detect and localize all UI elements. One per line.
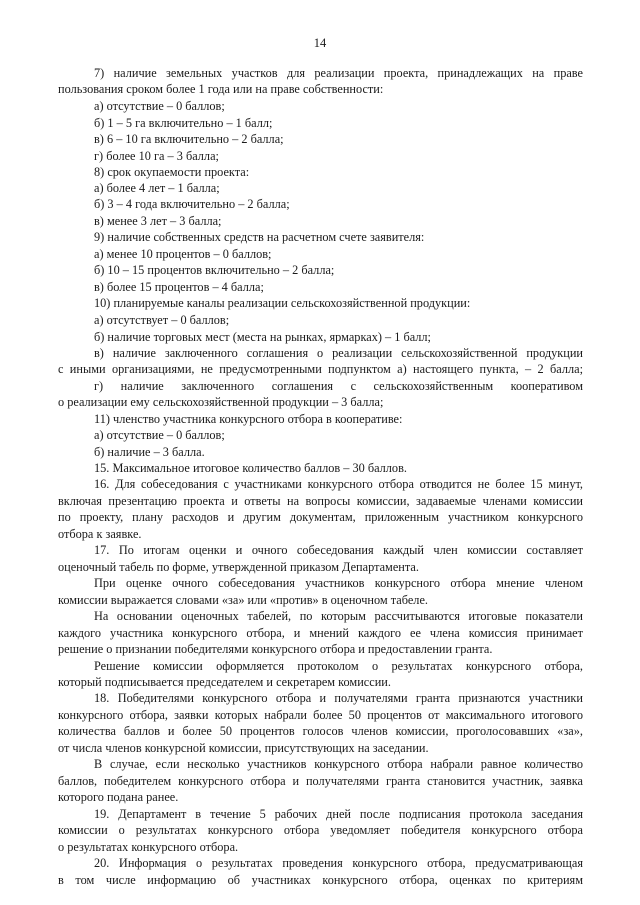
text-line: 16. Для собеседования с участниками конкурсного отбора отводится не более 15 минут,: [94, 477, 583, 491]
text-line: о результатах конкурсного отбора.: [58, 840, 239, 854]
text-line: в) 6 – 10 га включительно – 2 балла;: [94, 132, 284, 146]
text-line: 10) планируемые каналы реализации сельскохозяйственной продукции:: [94, 296, 471, 310]
text-line: а) более 4 лет – 1 балла;: [94, 181, 220, 195]
text-line: отбора к заявке.: [58, 527, 142, 541]
text-line: конкурсного отбора, заявки которых набрали более 50 процентов от максимального итогового: [58, 708, 583, 722]
text-line: а) отсутствие – 0 баллов;: [94, 428, 225, 442]
text-line: Решение комиссии оформляется протоколом о результатах конкурсного отбора,: [94, 659, 583, 673]
text-line: пользования сроком более 1 года или на праве собственности:: [58, 82, 384, 96]
text-line: оценочный табель по форме, утвержденной приказом Департамента.: [58, 560, 419, 574]
text-line: а) менее 10 процентов – 0 баллов;: [94, 247, 272, 261]
text-line: б) наличие – 3 балла.: [94, 445, 205, 459]
text-line: 18. Победителями конкурсного отбора и получателями гранта признаются участники: [94, 691, 583, 705]
text-line: 7) наличие земельных участков для реализации проекта, принадлежащих на праве: [94, 66, 583, 80]
text-line: который подписывается председателем и секретарем комиссии.: [58, 675, 391, 689]
text-line: от числа членов конкурсной комиссии, присутствующих на заседании.: [58, 741, 429, 755]
text-line: включая презентацию проекта и ответы на вопросы комиссии, задаваемые членами комиссии: [58, 494, 583, 508]
text-line: г) более 10 га – 3 балла;: [94, 149, 219, 163]
text-line: баллов, победителем конкурсного отбора и получателями гранта становится участник, заявка: [58, 774, 583, 788]
text-line: решение о признании победителями конкурсного отбора и предоставлении гранта.: [58, 642, 493, 656]
text-line: которого подана ранее.: [58, 790, 179, 804]
text-line: В случае, если несколько участников конкурсного отбора набрали равное количество: [94, 757, 583, 771]
text-line: комиссии о результатах конкурсного отбора уведомляет победителя конкурсного отбора: [58, 823, 583, 837]
text-line: 19. Департамент в течение 5 рабочих дней после подписания протокола заседания: [94, 807, 583, 821]
text-line: по проекту, плану расходов и другим документам, приложенным участником конкурсного: [58, 510, 583, 524]
text-line: в) менее 3 лет – 3 балла;: [94, 214, 222, 228]
text-line: 20. Информация о результатах проведения конкурсного отбора, предусматривающая: [94, 856, 583, 870]
text-line: б) 3 – 4 года включительно – 2 балла;: [94, 197, 290, 211]
text-line: 9) наличие собственных средств на расчетном счете заявителя:: [94, 230, 425, 244]
text-line: б) наличие торговых мест (места на рынках, ярмарках) – 1 балл;: [94, 330, 431, 344]
text-line: 15. Максимальное итоговое количество баллов – 30 баллов.: [94, 461, 407, 475]
text-line: б) 1 – 5 га включительно – 1 балл;: [94, 116, 273, 130]
text-line: а) отсутствует – 0 баллов;: [94, 313, 230, 327]
text-line: а) отсутствие – 0 баллов;: [94, 99, 225, 113]
text-line: каждого участника конкурсного отбора, и мнений каждого ее члена комиссия принимает: [58, 626, 583, 640]
page-number: 14: [313, 36, 327, 50]
text-line: с иными организациями, не предусмотренными подпунктом а) настоящего пункта, – 2 балла;: [58, 362, 583, 376]
text-line: г) наличие заключенного соглашения с сельскохозяйственным кооперативом: [94, 379, 583, 393]
text-line: 17. По итогам оценки и очного собеседования каждый член комиссии составляет: [94, 543, 583, 557]
text-line: в том числе информацию об участниках конкурсного отбора, оценках по критериям: [58, 873, 583, 887]
text-line: На основании оценочных табелей, по которым рассчитываются итоговые показатели: [94, 609, 583, 623]
text-line: 8) срок окупаемости проекта:: [94, 165, 250, 179]
text-line: комиссии выражается словами «за» или «против» в оценочном табеле.: [58, 593, 428, 607]
text-line: б) 10 – 15 процентов включительно – 2 балла;: [94, 263, 335, 277]
text-line: количества баллов и более 50 процентов голосов членов комиссии, проголосовавших «за»,: [58, 724, 583, 738]
text-line: о реализации ему сельскохозяйственной продукции – 3 балла;: [58, 395, 384, 409]
text-line: в) наличие заключенного соглашения о реализации сельскохозяйственной продукции: [94, 346, 583, 360]
text-line: 11) членство участника конкурсного отбора в кооперативе:: [94, 412, 403, 426]
text-line: в) более 15 процентов – 4 балла;: [94, 280, 264, 294]
text-line: При оценке очного собеседования участников конкурсного отбора мнение членом: [94, 576, 583, 590]
